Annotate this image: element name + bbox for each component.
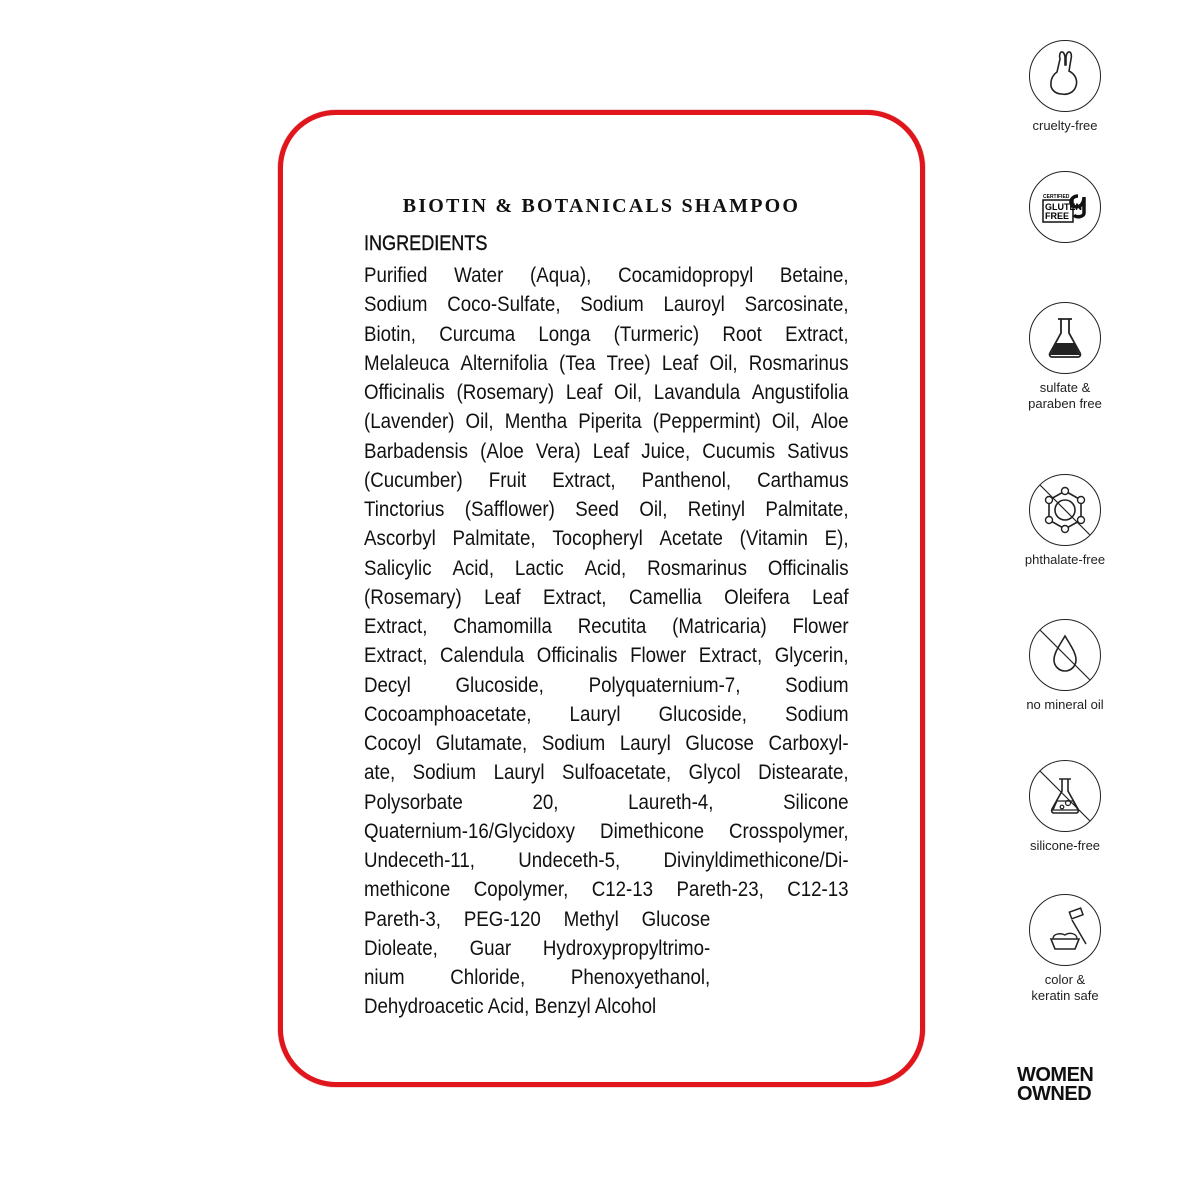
badge-color-keratin-safe <box>1015 894 1115 1004</box>
brush-bowl-icon <box>1029 894 1101 966</box>
certified-gluten-free-icon <box>1029 171 1101 243</box>
ingredient-line: Quaternium-16/Glycidoxy Dimethicone Crosspolymer, <box>364 818 849 843</box>
ingredient-line: Undeceth-11, Undeceth-5, Divinyldimethicone/Di- <box>364 848 849 872</box>
ingredient-line: (Rosemary) Leaf Extract, Camellia Oleifera Leaf <box>364 584 849 609</box>
ingredient-line: Dioleate, Guar Hydroxypropyltrimo- <box>364 935 711 960</box>
badge-label: cruelty-free <box>1032 118 1098 133</box>
ingredient-line: Dehydroacetic Acid, Benzyl Alcohol <box>364 994 657 1019</box>
ingredient-line: Extract, Calendula Officinalis Flower Extract, Glycerin, <box>364 643 849 668</box>
ingredient-line: Melaleuca Alternifolia (Tea Tree) Leaf Oil, Rosmarinus <box>364 350 849 375</box>
no-flask-bubbles-icon <box>1029 760 1101 832</box>
ingredient-line: Officinalis (Rosemary) Leaf Oil, Lavandula Angustifolia <box>364 380 849 404</box>
ingredient-line: ate, Sodium Lauryl Sulfoacetate, Glycol Distearate, <box>364 760 849 785</box>
badge-label: no mineral oil <box>1026 697 1104 712</box>
svg-text:FREE: FREE <box>1045 211 1070 221</box>
bunny-icon <box>1029 40 1101 112</box>
badge-label: phthalate-free <box>1024 552 1106 567</box>
ingredients-list <box>364 261 849 1022</box>
flask-icon <box>1029 302 1101 374</box>
ingredient-line: Cocoyl Glutamate, Sodium Lauryl Glucose Carboxyl- <box>364 731 849 755</box>
ingredient-line: Ascorbyl Palmitate, Tocopheryl Acetate (Vitamin E), <box>364 526 849 551</box>
ingredient-line: Purified Water (Aqua), Cocamidopropyl Betaine, <box>364 263 849 287</box>
badge-no-mineral-oil <box>1015 619 1115 713</box>
badge-label: color & keratin safe <box>1031 972 1099 1003</box>
ingredient-line: Polysorbate 20, Laureth-4, Silicone <box>364 789 849 814</box>
ingredient-line: (Lavender) Oil, Mentha Piperita (Peppermint) Oil, Aloe <box>364 409 849 434</box>
ingredients-heading: INGREDIENTS <box>364 232 488 255</box>
women-owned-logo: WOMEN OWNED <box>1017 1064 1094 1105</box>
badge-cruelty-free <box>1015 40 1115 134</box>
badge-silicone-free <box>1015 760 1115 854</box>
no-drop-icon <box>1029 619 1101 691</box>
ingredient-line: Biotin, Curcuma Longa (Turmeric) Root Extract, <box>364 321 849 346</box>
ingredient-line: Sodium Coco-Sulfate, Sodium Lauroyl Sarcosinate, <box>364 292 849 317</box>
badge-label: sulfate & paraben free <box>1028 380 1102 411</box>
ingredient-line: Cocoamphoacetate, Lauryl Glucoside, Sodium <box>364 701 849 726</box>
badge-label: silicone-free <box>1029 838 1101 853</box>
ingredient-line: Extract, Chamomilla Recutita (Matricaria) Flower <box>364 614 849 638</box>
svg-text:CERTIFIED: CERTIFIED <box>1043 194 1070 200</box>
ingredient-line: Decyl Glucoside, Polyquaternium-7, Sodium <box>364 672 849 697</box>
product-title: BIOTIN & BOTANICALS SHAMPOO <box>402 195 801 217</box>
ingredient-line: (Cucumber) Fruit Extract, Panthenol, Carthamus <box>364 467 849 492</box>
svg-text:GLUTEN: GLUTEN <box>1045 202 1082 212</box>
ingredients-card <box>278 110 925 1087</box>
no-molecule-icon <box>1029 474 1101 546</box>
ingredient-line: Salicylic Acid, Lactic Acid, Rosmarinus Officinalis <box>364 555 849 580</box>
badge-phthalate-free <box>1015 474 1115 568</box>
ingredient-line: Barbadensis (Aloe Vera) Leaf Juice, Cucumis Sativus <box>364 438 849 463</box>
ingredient-line: Pareth-3, PEG-120 Methyl Glucose <box>364 906 711 931</box>
ingredient-line: Tinctorius (Safflower) Seed Oil, Retinyl Palmitate, <box>364 497 849 521</box>
ingredient-line: methicone Copolymer, C12-13 Pareth-23, C12-13 <box>364 877 849 902</box>
badge-gluten-free <box>1015 171 1115 243</box>
ingredient-line: nium Chloride, Phenoxyethanol, <box>364 965 711 989</box>
badge-sulfate-paraben-free <box>1015 302 1115 412</box>
